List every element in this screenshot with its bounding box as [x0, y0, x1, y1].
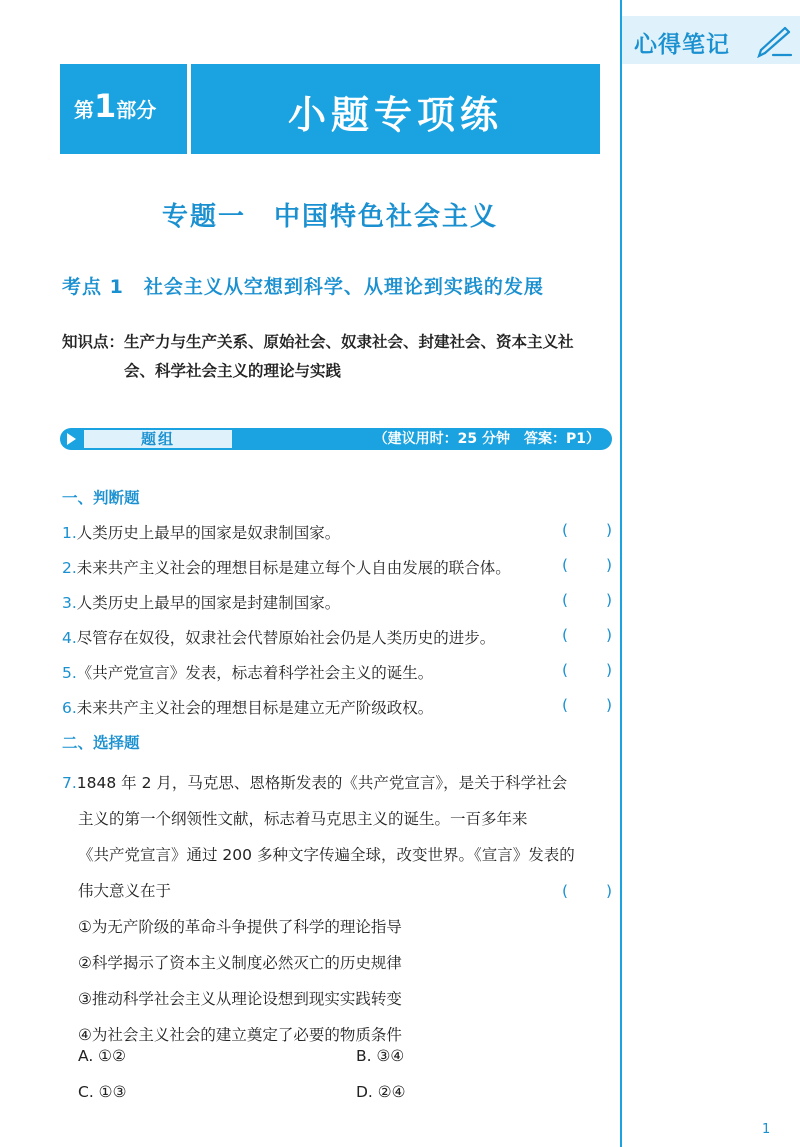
q7-text-4: 伟大意义在于 — [78, 882, 172, 900]
judgment-item — [62, 626, 612, 648]
answer-blank[interactable] — [562, 696, 612, 714]
knowledge-line-2: 会、科学社会主义的理论与实践 — [124, 362, 342, 380]
banner-title: 小题专项练 — [287, 93, 503, 137]
question-number: 6. — [62, 699, 77, 717]
group-label: 题组 — [84, 430, 232, 448]
paren-close: ) — [605, 591, 612, 609]
q7-statement: ②科学揭示了资本主义制度必然灭亡的历史规律 — [78, 954, 402, 972]
question-text: 《共产党宣言》发表，标志着科学社会主义的诞生。 — [76, 664, 434, 682]
page-number: 1 — [762, 1122, 771, 1137]
knowledge-line-1: 知识点：生产力与生产关系、原始社会、奴隶社会、封建社会、资本主义社 — [62, 333, 574, 351]
time-hint: （建议用时：25 分钟 答案：P1） — [373, 431, 600, 447]
q7-line-3: 《共产党宣言》通过 200 多种文字传遍全球，改变世界。《宣言》发表的 — [78, 846, 575, 864]
part-number: 1 — [94, 87, 117, 125]
question-number: 3. — [62, 594, 77, 612]
q7-statement: ③推动科学社会主义从理论设想到现实实践转变 — [78, 990, 402, 1008]
judgment-item — [62, 661, 612, 683]
paren-close: ) — [605, 661, 612, 679]
judgment-item — [62, 556, 612, 578]
pen-icon — [755, 22, 797, 58]
judgment-item — [62, 521, 612, 543]
q7-line-1 — [62, 765, 614, 801]
paren-open: ( — [562, 556, 569, 574]
question-text: 人类历史上最早的国家是奴隶制国家。 — [76, 524, 341, 542]
question-number: 1. — [62, 524, 77, 542]
paren-close: ) — [605, 521, 612, 539]
paren-open: ( — [562, 882, 569, 900]
question-number: 4. — [62, 629, 77, 647]
option-d[interactable]: D. ②④ — [356, 1083, 406, 1101]
paren-close: ) — [605, 882, 612, 900]
section-choice-heading: 二、选择题 — [62, 734, 140, 752]
question-number: 5. — [62, 664, 77, 682]
paren-open: ( — [562, 521, 569, 539]
margin-divider — [620, 0, 622, 1147]
option-c[interactable]: C. ①③ — [78, 1083, 127, 1101]
paren-close: ) — [605, 696, 612, 714]
knowledge-points — [62, 328, 614, 386]
question-text: 人类历史上最早的国家是封建制国家。 — [76, 594, 341, 612]
question-text: 未来共产主义社会的理想目标是建立每个人自由发展的联合体。 — [76, 559, 511, 577]
question-text: 尽管存在奴役，奴隶社会代替原始社会仍是人类历史的进步。 — [76, 629, 496, 647]
q7-line-2: 主义的第一个纲领性文献，标志着马克思主义的诞生。一百多年来 — [78, 810, 528, 828]
paren-open: ( — [562, 626, 569, 644]
answer-blank[interactable] — [562, 591, 612, 609]
question-number: 2. — [62, 559, 77, 577]
paren-close: ) — [605, 626, 612, 644]
notes-header — [622, 16, 800, 64]
part-banner — [60, 64, 600, 154]
paren-open: ( — [562, 591, 569, 609]
judgment-item — [62, 591, 612, 613]
answer-blank[interactable] — [562, 873, 612, 909]
q7-statement: ①为无产阶级的革命斗争提供了科学的理论指导 — [78, 918, 402, 936]
option-b[interactable]: B. ③④ — [356, 1047, 405, 1065]
part-label — [74, 87, 157, 125]
play-arrow-icon — [67, 433, 76, 445]
answer-blank[interactable] — [562, 521, 612, 539]
paren-open: ( — [562, 661, 569, 679]
q7-text-1: 1848 年 2 月，马克思、恩格斯发表的《共产党宣言》，是关于科学社会 — [76, 774, 568, 792]
paren-open: ( — [562, 696, 569, 714]
section-judgment-heading: 一、判断题 — [62, 489, 140, 507]
topic-title: 专题一 中国特色社会主义 — [161, 202, 498, 232]
question-group-bar — [60, 428, 612, 450]
part-prefix: 第 — [74, 98, 94, 122]
answer-blank[interactable] — [562, 556, 612, 574]
point-title: 考点 1 社会主义从空想到科学、从理论到实践的发展 — [62, 276, 544, 298]
q7-line-4 — [62, 873, 614, 909]
choice-question-7 — [62, 765, 614, 1053]
part-suffix: 部分 — [116, 98, 157, 122]
answer-blank[interactable] — [562, 626, 612, 644]
q7-statement: ④为社会主义社会的建立奠定了必要的物质条件 — [78, 1026, 402, 1044]
question-text: 未来共产主义社会的理想目标是建立无产阶级政权。 — [76, 699, 434, 717]
notes-title: 心得笔记 — [634, 32, 730, 58]
question-number: 7. — [62, 774, 77, 792]
answer-blank[interactable] — [562, 661, 612, 679]
judgment-item — [62, 696, 612, 718]
option-a[interactable]: A. ①② — [78, 1047, 126, 1065]
paren-close: ) — [605, 556, 612, 574]
